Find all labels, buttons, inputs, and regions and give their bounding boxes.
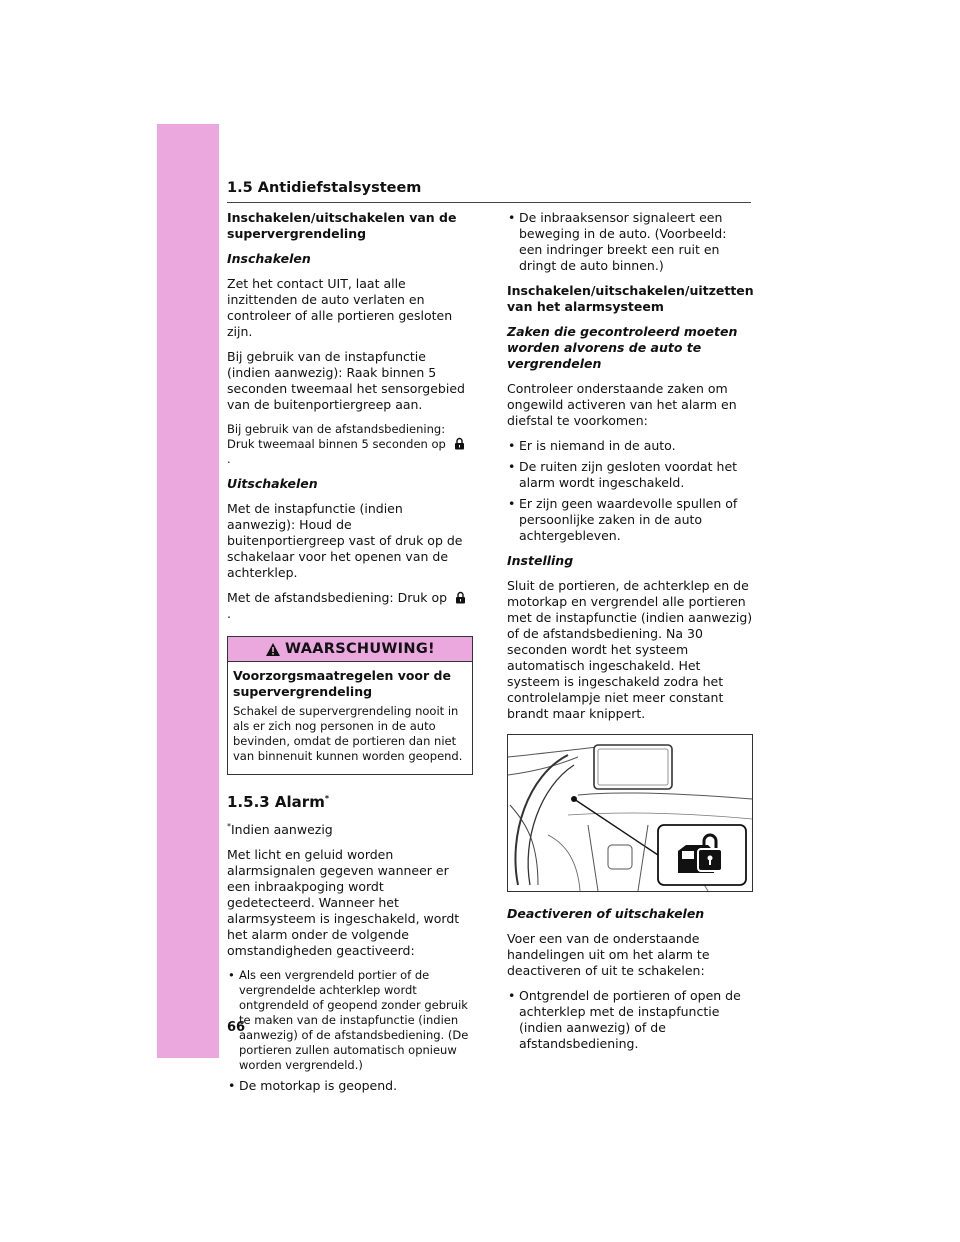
paragraph-inschakelen-3-text: Bij gebruik van de afstandsbediening: Druk tweemaal binnen 5 seconden op [227, 422, 446, 451]
subhead-inschakelen: Inschakelen [227, 251, 311, 266]
warning-title: WAARSCHUWING! [285, 641, 435, 657]
subhead-uitschakelen: Uitschakelen [227, 476, 318, 491]
warning-body [228, 662, 472, 774]
warning-text: Schakel de supervergrendeling nooit in als er zich nog personen in de auto bevinden, omdat de portieren dan niet van binnenuit kunnen worden geopend. [233, 704, 463, 763]
list-item: • Als een vergrendeld portier of de vergrendelde achterklep wordt ontgrendeld of geopend zonder gebruik te maken van de instapfunctie (indien aanwezig) of de afstandsbediening. (De portieren zullen automatisch opnieuw worden vergrendeld.) [227, 968, 473, 1073]
section-title-alarm [227, 791, 473, 810]
paragraph-inschakelen-2: Bij gebruik van de instapfunctie (indien aanwezig): Raak binnen 5 seconden tweemaal het sensorgebied van de buitenportiergreep aan. [227, 349, 465, 412]
paragraph-inschakelen-1: Zet het contact UIT, laat alle inzittenden de auto verlaten en controleer of alle portieren gesloten zijn. [227, 276, 453, 339]
warning-triangle-icon [265, 642, 281, 657]
list-item: • De motorkap is geopend. [227, 1078, 473, 1094]
list-item: • Ontgrendel de portieren of open de achterklep met de instapfunctie (indien aanwezig) of de afstandsbediening. [507, 988, 753, 1052]
paragraph-uitschakelen-2-text: Met de afstandsbediening: Druk op [227, 590, 448, 605]
heading-supervergrendeling: Inschakelen/uitschakelen van de supervergrendeling [227, 210, 457, 241]
paragraph-uitschakelen-1: Met de instapfunctie (indien aanwezig): Houd de buitenportiergreep vast of druk op de schakelaar voor het openen van de achterklep. [227, 501, 463, 580]
subhead-controleren: Zaken die gecontroleerd moeten worden alvorens de auto te vergrendelen [507, 324, 738, 371]
alarm-trigger-list-continued [507, 210, 753, 274]
list-item: • Er zijn geen waardevolle spullen of persoonlijke zaken in de auto achtergebleven. [507, 496, 753, 544]
footnote-indien-aanwezig [227, 819, 473, 838]
left-column [227, 210, 473, 1103]
paragraph-alarm: Met licht en geluid worden alarmsignalen gegeven wanneer er een inbraakpoging wordt gedetecteerd. Wanneer het alarmsysteem is ingeschakeld, wordt het alarm onder de volgende omstandigheden geactiveerd: [227, 847, 460, 959]
deactivate-list [507, 988, 753, 1052]
paragraph-uitschakelen-2 [227, 590, 473, 622]
lock-icon [454, 437, 465, 450]
warning-subtitle: Voorzorgsmaatregelen voor de supervergrendeling [233, 668, 451, 699]
page-header [227, 178, 751, 203]
footnote-text: Indien aanwezig [231, 822, 333, 838]
paragraph-inschakelen-3 [227, 422, 473, 467]
subhead-instelling: Instelling [507, 553, 574, 568]
dashboard-drawing [508, 735, 752, 891]
list-item: • De inbraaksensor signaleert een beweging in de auto. (Voorbeeld: een indringer breekt een ruit en dringt de auto binnen.) [507, 210, 753, 274]
right-column [507, 210, 753, 1061]
list-item: • De ruiten zijn gesloten voordat het alarm wordt ingeschakeld. [507, 459, 753, 491]
warning-box [227, 636, 473, 775]
page-number: 66 [227, 1020, 246, 1035]
heading-alarmsysteem: Inschakelen/uitschakelen/uitzetten van het alarmsysteem [507, 283, 754, 314]
section-title-asterisk: * [324, 794, 330, 803]
chapter-side-tab [157, 124, 219, 1058]
paragraph-inschakelen-3-end: . [227, 452, 231, 466]
alarm-trigger-list [227, 968, 473, 1094]
paragraph-instelling: Sluit de portieren, de achterklep en de motorkap en vergrendel alle portieren met de instapfunctie (indien aanwezig) of de afstandsbediening. Na 30 seconden wordt het systeem automatisch ingeschakeld. Het systeem is ingeschakeld zodra het controlelampje niet meer constant brandt maar knippert. [507, 578, 753, 721]
subhead-deactiveren: Deactiveren of uitschakelen [507, 906, 705, 921]
list-item: • Er is niemand in de auto. [507, 438, 753, 454]
dashboard-illustration [507, 734, 753, 892]
paragraph-deactiveren: Voer een van de onderstaande handelingen uit om het alarm te deactiveren of uit te schakelen: [507, 931, 710, 978]
page-header-title: 1.5 Antidiefstalsysteem [227, 180, 422, 196]
paragraph-controleren: Controleer onderstaande zaken om ongewild activeren van het alarm en diefstal te voorkomen: [507, 381, 737, 428]
lock-icon [455, 591, 466, 604]
check-list [507, 438, 753, 544]
section-title-alarm-text: 1.5.3 Alarm [227, 793, 325, 811]
warning-header [228, 637, 472, 662]
paragraph-uitschakelen-2-end: . [227, 606, 231, 621]
footnote-asterisk: * [227, 822, 231, 831]
